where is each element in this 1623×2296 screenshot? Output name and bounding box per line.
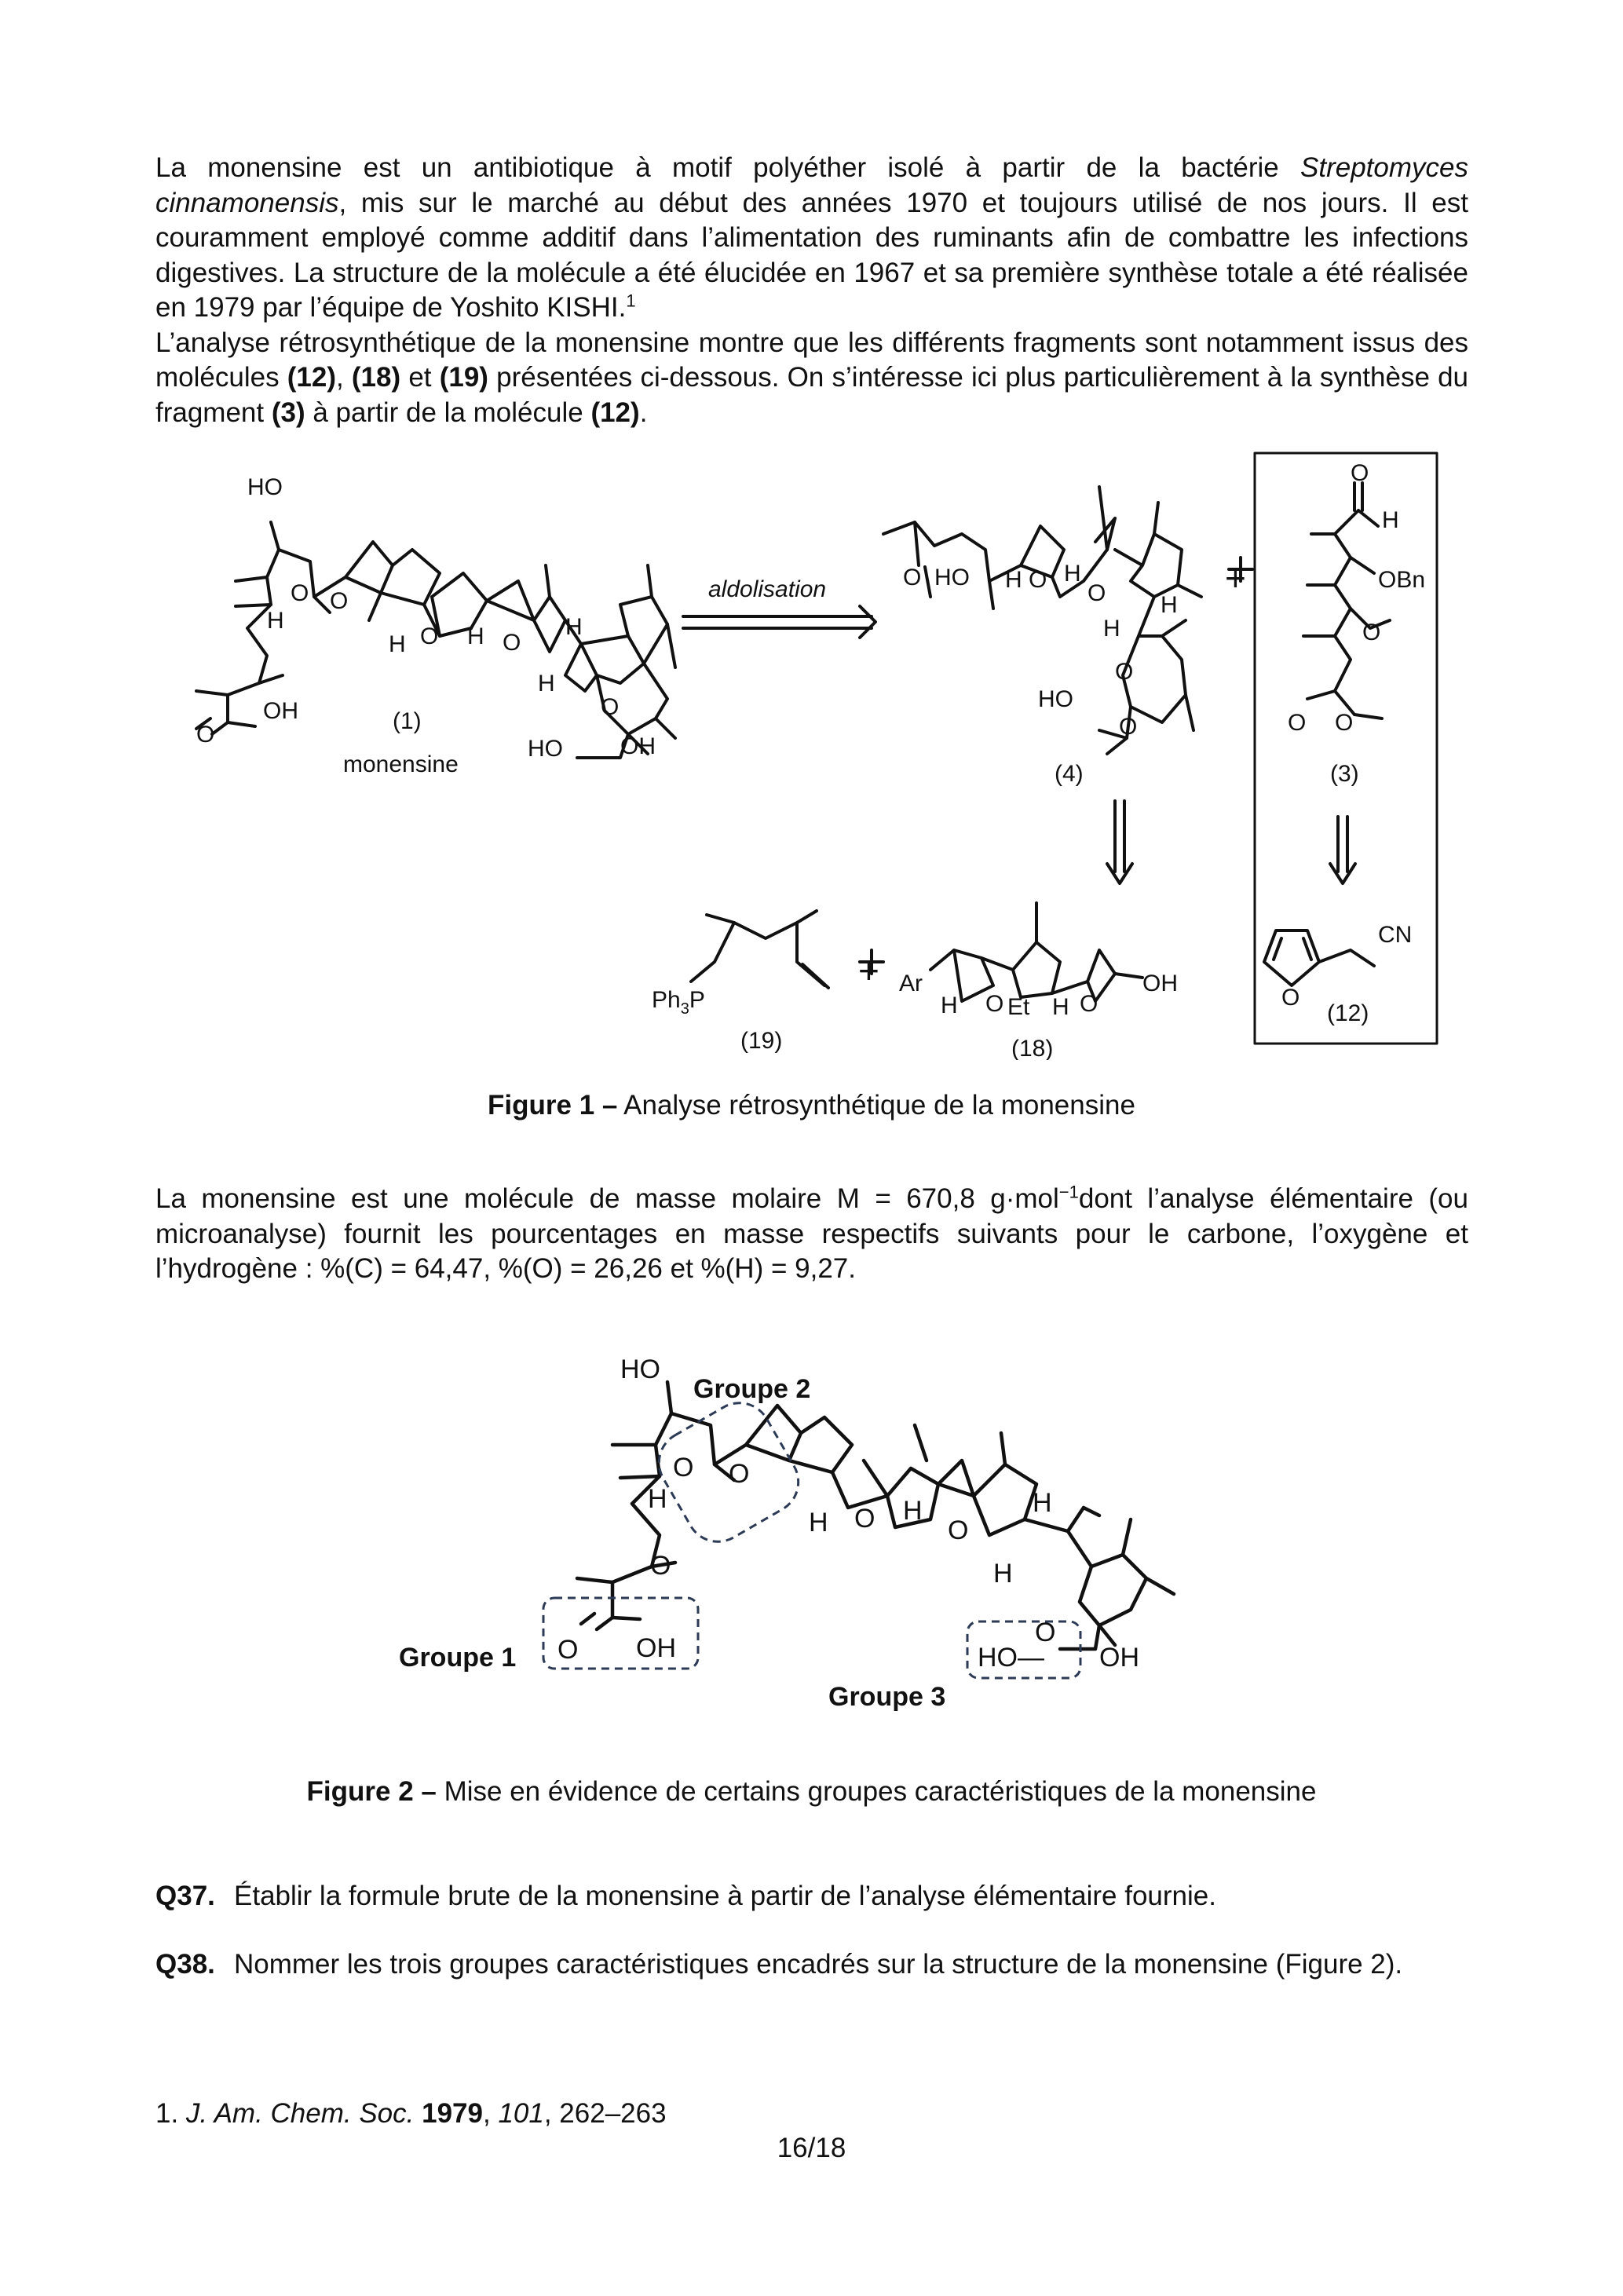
svg-text:O: O xyxy=(1351,460,1369,486)
svg-text:O: O xyxy=(673,1453,694,1483)
svg-text:O: O xyxy=(196,722,215,748)
svg-text:H: H xyxy=(903,1496,923,1526)
svg-text:O: O xyxy=(1288,710,1307,736)
ph3p-label: $Ph_3P$ xyxy=(652,987,705,1018)
intro-sentence-2: L’analyse rétrosynthétique de la monensine montre que les différents fragments sont notamment issus des molécules (12), (18) et (19) présentées ci-dessous. On s’intéresse ici plus particulièrement à la synthèse du fragment (3) à partir de la molécule (12). xyxy=(155,327,1469,428)
svg-text:OH: OH xyxy=(1142,971,1178,996)
svg-text:Ar: Ar xyxy=(899,971,923,996)
svg-text:H: H xyxy=(538,671,555,696)
svg-text:O: O xyxy=(1080,991,1098,1017)
svg-text:OBn: OBn xyxy=(1378,567,1426,593)
compound-3-label: (3) xyxy=(1330,761,1359,787)
svg-text:H: H xyxy=(1103,616,1120,642)
svg-text:O: O xyxy=(650,1551,671,1581)
svg-text:O: O xyxy=(1035,1618,1056,1647)
svg-text:H: H xyxy=(565,614,583,640)
svg-text:O: O xyxy=(291,580,309,606)
svg-text:H: H xyxy=(809,1508,828,1537)
svg-text:H: H xyxy=(1033,1488,1052,1518)
svg-text:OH: OH xyxy=(620,733,656,759)
compound-3-structure xyxy=(1303,483,1390,718)
group2-label: Groupe 2 xyxy=(693,1374,811,1404)
species-name: Streptomyces cinnamonensis xyxy=(155,152,1468,218)
svg-text:H: H xyxy=(993,1559,1013,1589)
svg-text:HO: HO xyxy=(528,736,563,762)
footnote-ref: 1 xyxy=(626,291,636,311)
compound-18-structure xyxy=(930,903,1142,1001)
svg-text:H: H xyxy=(467,623,484,649)
svg-text:O: O xyxy=(1281,985,1300,1011)
svg-text:H: H xyxy=(1161,592,1178,618)
svg-text:O: O xyxy=(1362,620,1381,645)
svg-text:O: O xyxy=(1029,567,1047,593)
aldolisation-label: aldolisation xyxy=(708,576,827,602)
svg-text:O: O xyxy=(330,588,349,614)
svg-text:HO: HO xyxy=(620,1355,660,1384)
svg-text:O: O xyxy=(1335,710,1354,736)
svg-text:O: O xyxy=(1115,659,1134,685)
svg-text:O: O xyxy=(557,1635,579,1665)
svg-text:HO: HO xyxy=(1038,686,1073,712)
figure1-caption: Figure 1 – Analyse rétrosynthétique de la monensine xyxy=(488,1090,1135,1121)
svg-text:CN: CN xyxy=(1378,922,1413,948)
svg-text:H: H xyxy=(389,631,406,657)
atom-ho: HO xyxy=(247,474,283,500)
svg-text:HO—: HO— xyxy=(978,1643,1044,1673)
svg-text:O: O xyxy=(601,694,620,720)
svg-text:H: H xyxy=(1052,994,1069,1020)
retro-arrow-down-4 xyxy=(1107,801,1132,883)
compound-1-label: (1) xyxy=(393,708,422,734)
compound-4-structure xyxy=(883,487,1201,754)
svg-text:O: O xyxy=(729,1459,750,1489)
svg-text:H: H xyxy=(1005,567,1022,593)
svg-text:O: O xyxy=(1087,580,1106,606)
compound-3-box xyxy=(1255,453,1437,1044)
retro-arrow-down-3 xyxy=(1330,817,1355,883)
svg-text:OH: OH xyxy=(263,698,298,724)
page-number: 16/18 xyxy=(777,2133,846,2163)
svg-text:H: H xyxy=(941,993,958,1018)
compound-19-structure xyxy=(691,911,828,988)
figure2-structure xyxy=(0,1339,1623,1731)
intro-paragraph xyxy=(155,151,1468,430)
question-q38: Q38. Nommer les trois groupes caractéristiques encadrés sur la structure de la monensine (Figure 2). xyxy=(155,1949,1403,1980)
figure2-caption: Figure 2 – Mise en évidence de certains groupes caractéristiques de la monensine xyxy=(306,1776,1317,1807)
svg-text:OH: OH xyxy=(636,1633,676,1663)
svg-text:H: H xyxy=(1382,507,1399,533)
svg-text:H: H xyxy=(648,1484,667,1514)
svg-text:O: O xyxy=(1119,714,1138,740)
svg-text:HO: HO xyxy=(934,565,970,590)
svg-text:O: O xyxy=(420,623,439,649)
svg-text:O: O xyxy=(854,1504,875,1534)
svg-text:O: O xyxy=(903,565,922,590)
svg-text:+: + xyxy=(1225,558,1246,598)
svg-text:O: O xyxy=(503,630,521,656)
compound-18-label: (18) xyxy=(1011,1036,1054,1060)
svg-text:+: + xyxy=(858,950,879,991)
question-q37: Q37. Établir la formule brute de la monensine à partir de l’analyse élémentaire fournie. xyxy=(155,1881,1216,1911)
compound-1-name: monensine xyxy=(343,751,459,777)
svg-text:Et: Et xyxy=(1007,994,1030,1020)
retro-arrow-aldolisation xyxy=(683,606,875,638)
svg-text:O: O xyxy=(948,1515,969,1545)
group1-label: Groupe 1 xyxy=(399,1643,517,1673)
compound-19-label: (19) xyxy=(740,1028,783,1054)
compound-12-label: (12) xyxy=(1327,1000,1369,1026)
svg-text:H: H xyxy=(1064,561,1081,587)
intro-sentence-1: La monensine est un antibiotique à motif polyéther isolé à partir de la bactérie Streptomyces cinnamonensis, mis sur le marché au début des années 1970 et toujours utilisé de nos jours. Il est couramment employé comme additif dans l’alimentation des ruminants afin de combattre les infections digestives. La structure de la molécule a été élucidée en 1967 et sa première synthèse totale a été réalisée en 1979 par l’équipe de Yoshito KISHI.$^1$ xyxy=(155,152,1468,323)
svg-text:OH: OH xyxy=(1099,1643,1139,1673)
footnote: 1. J. Am. Chem. Soc. 1979, 101, 262–263 xyxy=(155,2098,667,2129)
analysis-paragraph: La monensine est une molécule de masse molaire M = 670,8 g·mol$^{-1}$dont l’analyse élémentaire (ou microanalyse) fournit les pourcentages en masse respectifs suivants pour le carbone, l’oxygène et l’hydrogène : %(C) = 64,47, %(O) = 26,26 et %(H) = 9,27. xyxy=(155,1182,1468,1284)
figure1-scheme xyxy=(0,440,1623,1060)
group3-label: Groupe 3 xyxy=(828,1682,946,1712)
compound-4-label: (4) xyxy=(1055,761,1084,787)
compound-12-structure xyxy=(1264,930,1374,985)
svg-text:H: H xyxy=(267,608,284,634)
svg-text:O: O xyxy=(985,991,1004,1017)
